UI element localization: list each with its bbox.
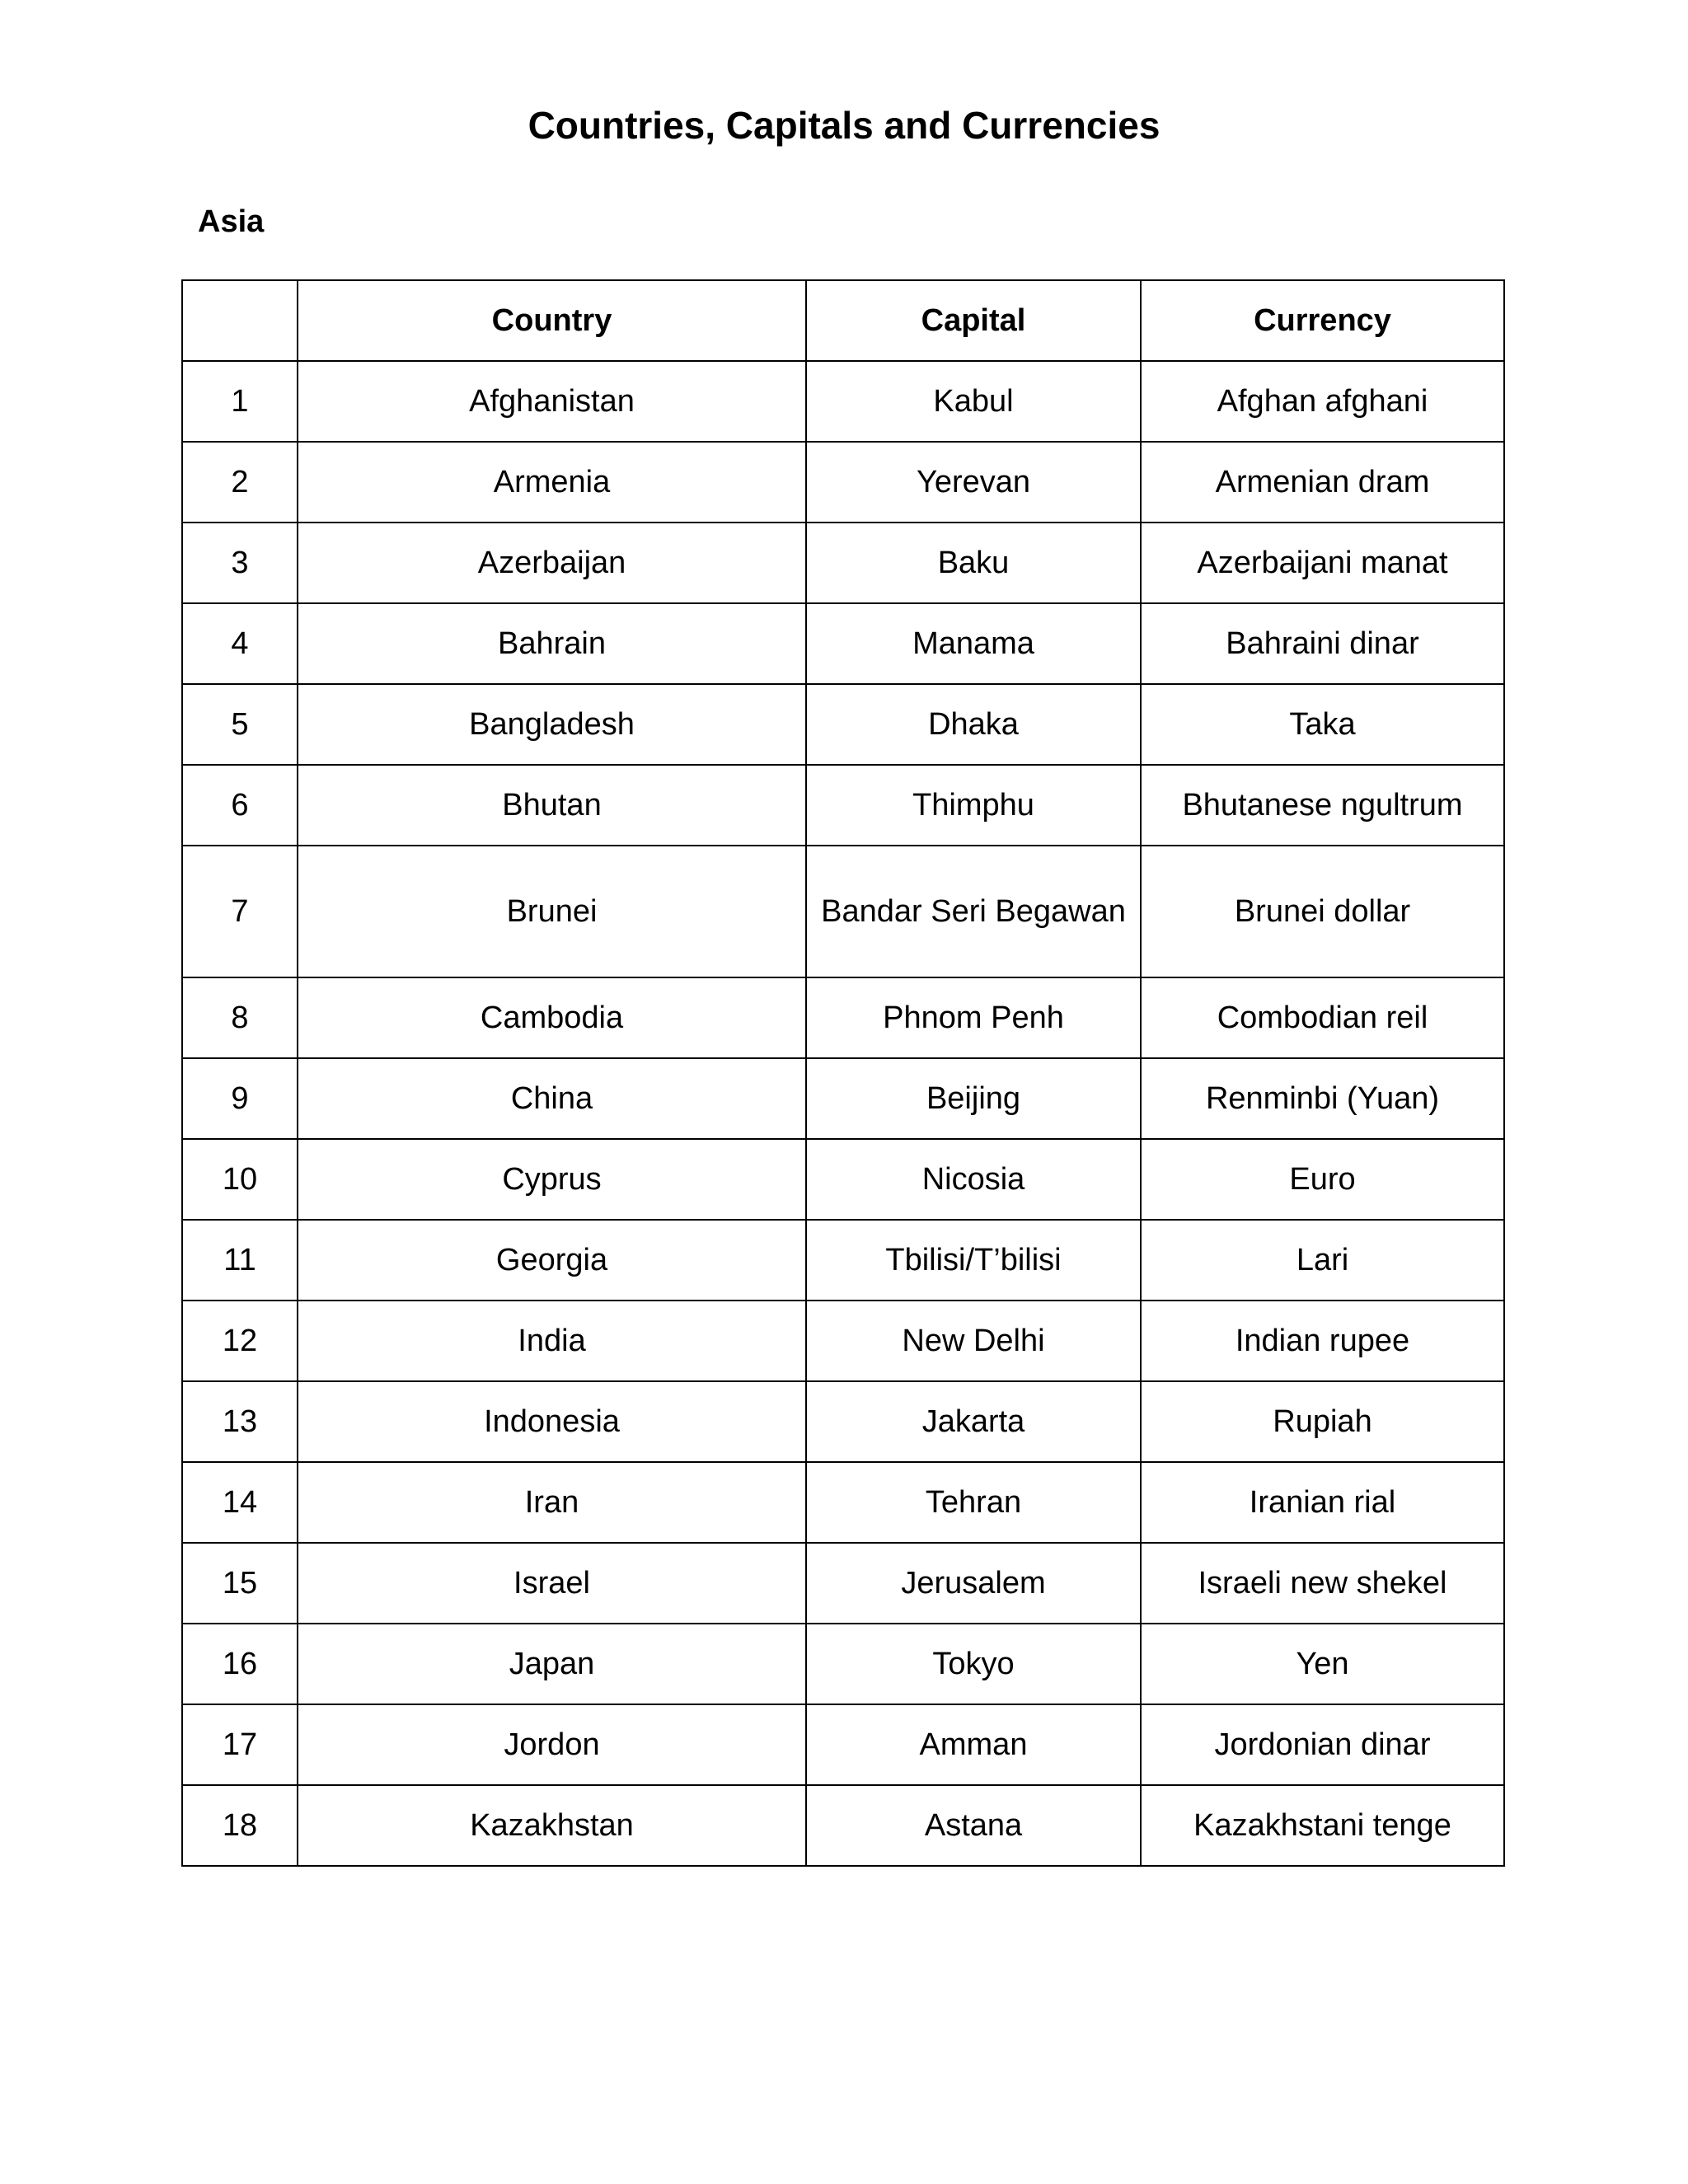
capital-cell: Nicosia bbox=[806, 1139, 1141, 1220]
row-number: 1 bbox=[182, 361, 298, 442]
country-cell: Cambodia bbox=[298, 977, 806, 1058]
table-row bbox=[182, 603, 1504, 684]
table-row bbox=[182, 361, 1504, 442]
row-number: 8 bbox=[182, 977, 298, 1058]
country-cell: Israel bbox=[298, 1543, 806, 1624]
capital-cell: Jerusalem bbox=[806, 1543, 1141, 1624]
row-number: 4 bbox=[182, 603, 298, 684]
table-row bbox=[182, 1462, 1504, 1543]
currency-cell: Euro bbox=[1141, 1139, 1504, 1220]
country-cell: Bangladesh bbox=[298, 684, 806, 765]
currency-cell: Kazakhstani tenge bbox=[1141, 1785, 1504, 1866]
currency-cell: Lari bbox=[1141, 1220, 1504, 1301]
header-country: Country bbox=[298, 280, 806, 361]
row-number: 17 bbox=[182, 1704, 298, 1785]
table-row bbox=[182, 1785, 1504, 1866]
capital-cell: Jakarta bbox=[806, 1381, 1141, 1462]
row-number: 6 bbox=[182, 765, 298, 846]
row-number: 16 bbox=[182, 1624, 298, 1704]
currency-cell: Brunei dollar bbox=[1141, 846, 1504, 977]
currency-cell: Israeli new shekel bbox=[1141, 1543, 1504, 1624]
currency-cell: Bhutanese ngultrum bbox=[1141, 765, 1504, 846]
country-cell: Jordon bbox=[298, 1704, 806, 1785]
countries-table bbox=[181, 279, 1505, 1867]
table-row bbox=[182, 442, 1504, 523]
table-row bbox=[182, 1058, 1504, 1139]
capital-cell: Thimphu bbox=[806, 765, 1141, 846]
section-heading-asia: Asia bbox=[198, 204, 265, 239]
table-row bbox=[182, 977, 1504, 1058]
row-number: 7 bbox=[182, 846, 298, 977]
capital-cell: Amman bbox=[806, 1704, 1141, 1785]
row-number: 3 bbox=[182, 523, 298, 603]
row-number: 14 bbox=[182, 1462, 298, 1543]
capital-cell: Beijing bbox=[806, 1058, 1141, 1139]
country-cell: Brunei bbox=[298, 846, 806, 977]
table-body bbox=[182, 361, 1504, 1866]
capital-cell: Tbilisi/T’bilisi bbox=[806, 1220, 1141, 1301]
capital-cell: Bandar Seri Begawan bbox=[806, 846, 1141, 977]
country-cell: Indonesia bbox=[298, 1381, 806, 1462]
currency-cell: Jordonian dinar bbox=[1141, 1704, 1504, 1785]
country-cell: Iran bbox=[298, 1462, 806, 1543]
row-number: 15 bbox=[182, 1543, 298, 1624]
table-row bbox=[182, 684, 1504, 765]
country-cell: China bbox=[298, 1058, 806, 1139]
table-row bbox=[182, 1301, 1504, 1381]
row-number: 5 bbox=[182, 684, 298, 765]
capital-cell: Astana bbox=[806, 1785, 1141, 1866]
row-number: 11 bbox=[182, 1220, 298, 1301]
row-number: 2 bbox=[182, 442, 298, 523]
currency-cell: Indian rupee bbox=[1141, 1301, 1504, 1381]
table-row bbox=[182, 1624, 1504, 1704]
currency-cell: Iranian rial bbox=[1141, 1462, 1504, 1543]
currency-cell: Armenian dram bbox=[1141, 442, 1504, 523]
country-cell: Azerbaijan bbox=[298, 523, 806, 603]
currency-cell: Renminbi (Yuan) bbox=[1141, 1058, 1504, 1139]
row-number: 12 bbox=[182, 1301, 298, 1381]
page-title: Countries, Capitals and Currencies bbox=[528, 104, 1160, 147]
table-row bbox=[182, 1543, 1504, 1624]
header-capital: Capital bbox=[806, 280, 1141, 361]
country-cell: India bbox=[298, 1301, 806, 1381]
capital-cell: Baku bbox=[806, 523, 1141, 603]
currency-cell: Rupiah bbox=[1141, 1381, 1504, 1462]
capital-cell: Tokyo bbox=[806, 1624, 1141, 1704]
capital-cell: Yerevan bbox=[806, 442, 1141, 523]
table-row bbox=[182, 1220, 1504, 1301]
country-cell: Armenia bbox=[298, 442, 806, 523]
capital-cell: Manama bbox=[806, 603, 1141, 684]
capital-cell: Dhaka bbox=[806, 684, 1141, 765]
row-number: 10 bbox=[182, 1139, 298, 1220]
country-cell: Kazakhstan bbox=[298, 1785, 806, 1866]
country-cell: Georgia bbox=[298, 1220, 806, 1301]
row-number: 18 bbox=[182, 1785, 298, 1866]
currency-cell: Afghan afghani bbox=[1141, 361, 1504, 442]
currency-cell: Taka bbox=[1141, 684, 1504, 765]
currency-cell: Yen bbox=[1141, 1624, 1504, 1704]
capital-cell: New Delhi bbox=[806, 1301, 1141, 1381]
row-number: 13 bbox=[182, 1381, 298, 1462]
row-number: 9 bbox=[182, 1058, 298, 1139]
capital-cell: Kabul bbox=[806, 361, 1141, 442]
country-cell: Japan bbox=[298, 1624, 806, 1704]
table-row bbox=[182, 846, 1504, 977]
capital-cell: Tehran bbox=[806, 1462, 1141, 1543]
table-row bbox=[182, 1139, 1504, 1220]
table-header-row bbox=[182, 280, 1504, 361]
header-currency: Currency bbox=[1141, 280, 1504, 361]
currency-cell: Azerbaijani manat bbox=[1141, 523, 1504, 603]
table-row bbox=[182, 1704, 1504, 1785]
currency-cell: Bahraini dinar bbox=[1141, 603, 1504, 684]
country-cell: Bahrain bbox=[298, 603, 806, 684]
country-cell: Bhutan bbox=[298, 765, 806, 846]
capital-cell: Phnom Penh bbox=[806, 977, 1141, 1058]
table-row bbox=[182, 1381, 1504, 1462]
country-cell: Afghanistan bbox=[298, 361, 806, 442]
currency-cell: Combodian reil bbox=[1141, 977, 1504, 1058]
table-row bbox=[182, 765, 1504, 846]
table-row bbox=[182, 523, 1504, 603]
country-cell: Cyprus bbox=[298, 1139, 806, 1220]
header-number bbox=[182, 280, 298, 361]
